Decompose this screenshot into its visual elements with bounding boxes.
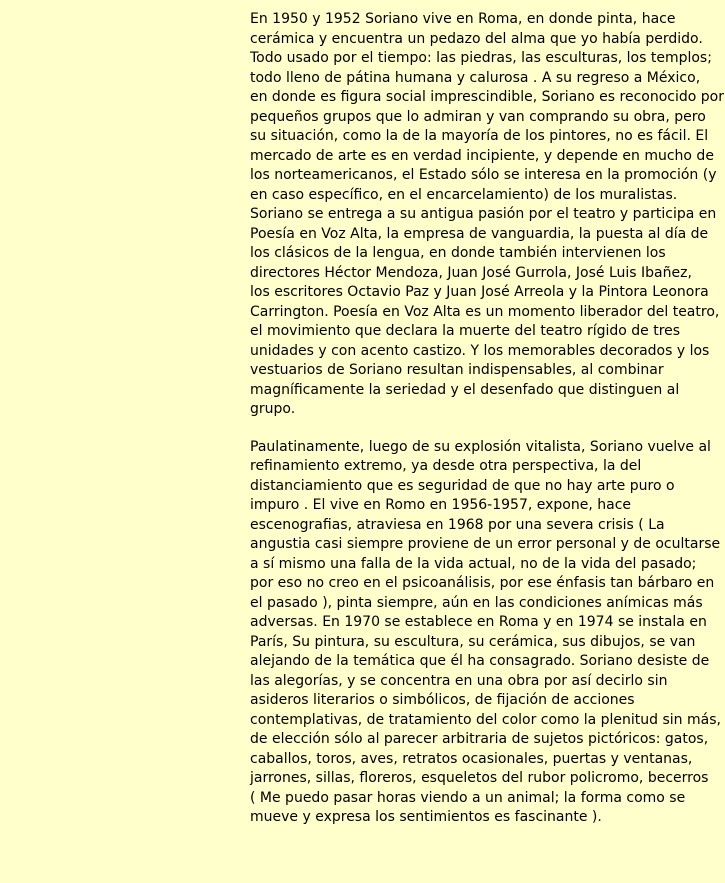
text-line: en caso específico, en el encarcelamiento) de los muralistas. — [250, 186, 678, 203]
text-line: en donde es figura social imprescindible, Soriano es reconocido por — [250, 89, 724, 105]
paragraph-rome-and-theater — [250, 10, 724, 420]
text-line: Poesía en Voz Alta, la empresa de vanguardia, la puesta al día de — [250, 225, 709, 242]
text-line: Paulatinamente, luego de su explosión vitalista, Soriano vuelve al — [250, 438, 711, 455]
text-line: por eso no creo en el psicoanálisis, por ese énfasis tan bárbaro en — [250, 575, 715, 591]
text-line: En 1950 y 1952 Soriano vive en Roma, en donde pinta, hace — [250, 11, 676, 27]
text-line: mercado de arte es en verdad incipiente, y depende en mucho de — [250, 147, 714, 164]
text-line: pequeños grupos que lo admiran y van comprando su obra, pero — [250, 108, 706, 125]
text-line: distanciamiento que es seguridad de que no hay arte puro o — [250, 477, 675, 494]
text-line: angustia casi siempre proviene de un error personal y de ocultarse — [250, 536, 721, 552]
text-line: los escritores Octavio Paz y Juan José Arreola y la Pintora Leonora — [250, 284, 709, 300]
text-line: su situación, como la de la mayoría de los pintores, no es fácil. El — [250, 128, 709, 144]
text-line: el movimiento que declara la muerte del teatro rígido de tres — [250, 323, 681, 339]
text-line: magníficamente la seriedad y el desenfado que distinguen al — [250, 381, 680, 398]
text-line: refinamiento extremo, ya desde otra perspectiva, la del — [250, 458, 642, 474]
text-line: a sí mismo una falla de la vida actual, no de la vida del pasado; — [250, 555, 697, 572]
text-line: mueve y expresa los sentimientos es fascinante ). — [250, 809, 602, 825]
text-line: caballos, toros, aves, retratos ocasionales, puertas y ventanas, — [250, 750, 693, 767]
text-line: los norteamericanos, el Estado sólo se interesa en la promoción (y — [250, 167, 717, 183]
paragraph-later-career — [250, 438, 721, 828]
text-line: las alegorías, y se concentra en una obra por así decirlo sin — [250, 672, 668, 689]
text-line: París, Su pintura, su escultura, su cerámica, sus dibujos, se van — [250, 633, 696, 650]
text-line: contemplativas, de tratamiento del color como la plenitud sin más, — [250, 711, 721, 728]
text-line: vestuarios de Soriano resultan indispensables, al combinar — [250, 362, 664, 378]
text-line: cerámica y encuentra un pedazo del alma que yo había perdido. — [250, 30, 703, 47]
text-line: asideros literarios o simbólicos, de fijación de acciones — [250, 692, 635, 708]
text-line: todo lleno de pátina humana y calurosa . A su regreso a México, — [250, 69, 701, 86]
text-line: de elección sólo al parecer arbitraria de sujetos pictóricos: gatos, — [250, 731, 709, 747]
text-line: directores Héctor Mendoza, Juan José Gurrola, José Luis Ibañez, — [250, 264, 692, 281]
text-line: grupo. — [250, 401, 296, 417]
text-line: Todo usado por el tiempo: las piedras, las esculturas, los templos; — [250, 50, 712, 66]
text-line: impuro . El vive en Romo en 1956-1957, expone, hace — [250, 497, 632, 513]
text-line: Carrington. Poesía en Voz Alta es un momento liberador del teatro, — [250, 303, 720, 320]
text-line: jarrones, sillas, floreros, esqueletos del rubor policromo, becerros — [250, 770, 709, 786]
text-line: los clásicos de la lengua, en donde también intervienen los — [250, 245, 666, 261]
text-line: alejando de la temática que él ha consagrado. Soriano desiste de — [250, 653, 710, 669]
text-line: el pasado ), pinta siempre, aún en las condiciones anímicas más — [250, 594, 703, 611]
text-line: unidades y con acento castizo. Y los memorables decorados y los — [250, 342, 710, 359]
text-line: Soriano se entrega a su antigua pasión por el teatro y participa en — [250, 206, 717, 222]
text-line: ( Me puedo pasar horas viendo a un animal; la forma como se — [250, 789, 686, 806]
text-line: adversas. En 1970 se establece en Roma y en 1974 se instala en — [250, 614, 707, 630]
text-line: escenografias, atraviesa en 1968 por una severa crisis ( La — [250, 516, 665, 533]
